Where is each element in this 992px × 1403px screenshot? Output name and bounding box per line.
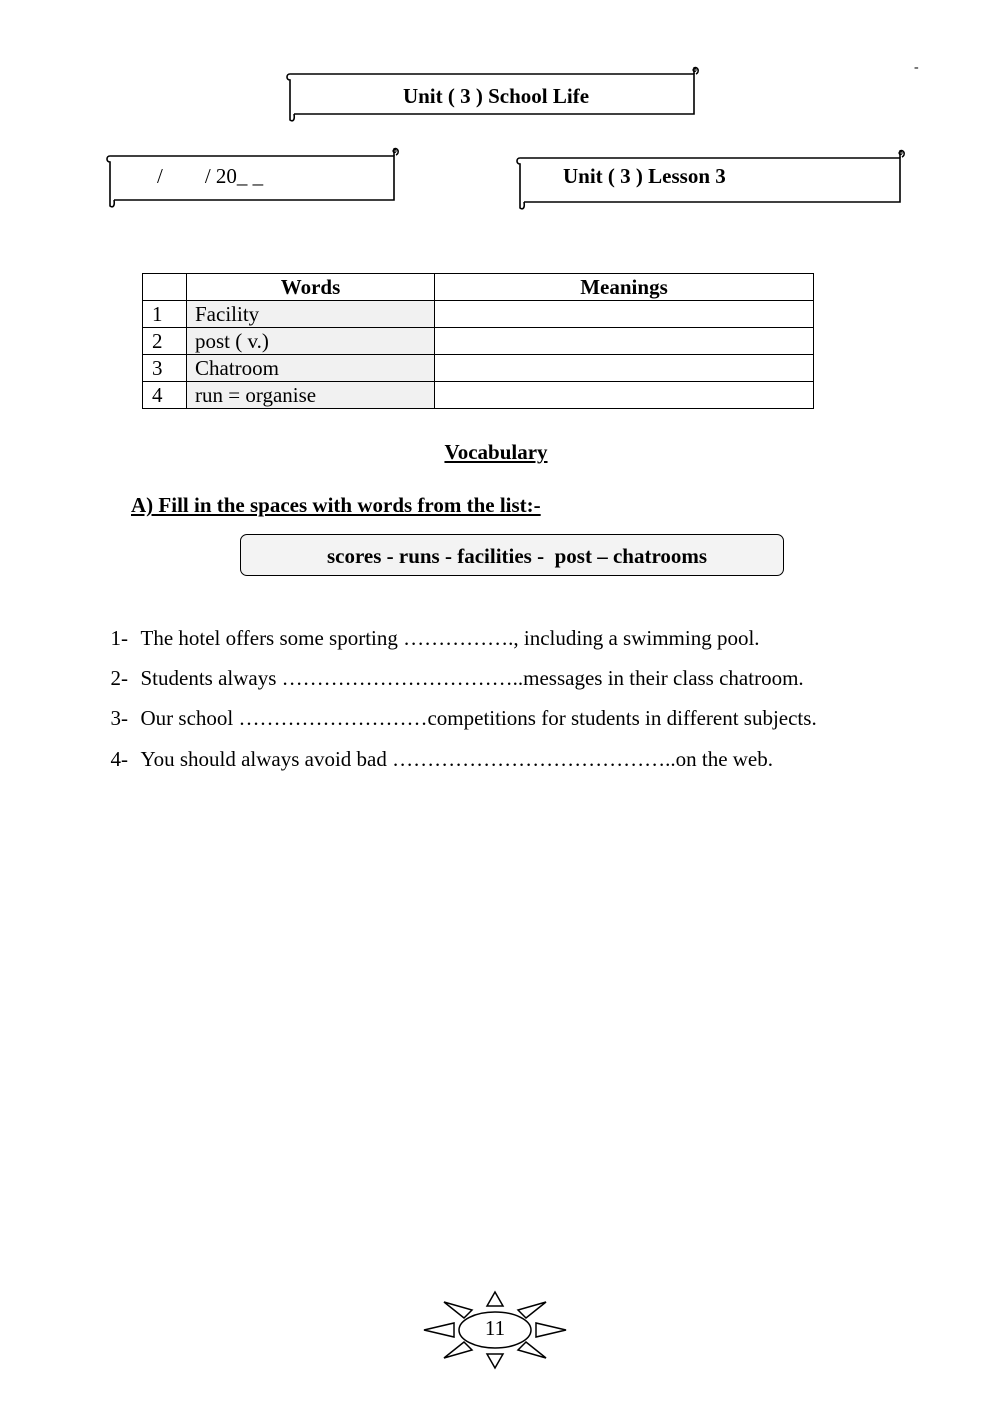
row-number: 1 <box>143 301 187 328</box>
table-header-row <box>143 274 814 301</box>
word-list-box: scores - runs - facilities - post – chatrooms <box>240 534 784 576</box>
header-meanings: Meanings <box>435 274 814 301</box>
table-row <box>143 301 814 328</box>
row-word: Chatroom <box>187 355 435 382</box>
row-word: post ( v.) <box>187 328 435 355</box>
table-row <box>143 355 814 382</box>
vocab-table <box>142 273 814 409</box>
lesson-title: Unit ( 3 ) Lesson 3 <box>563 164 726 188</box>
header-num <box>143 274 187 301</box>
sentence-item <box>100 722 773 772</box>
row-meaning[interactable] <box>435 355 814 382</box>
page-number: 11 <box>484 1316 506 1340</box>
table-row <box>143 382 814 409</box>
row-meaning[interactable] <box>435 382 814 409</box>
date-field: / / 20_ _ <box>157 164 264 188</box>
sentence-number: 1- <box>110 626 128 650</box>
sentence-text: Students always ……………………………..messages in their class chatroom. <box>140 666 804 690</box>
row-word: Facility <box>187 301 435 328</box>
exercise-instruction: A) Fill in the spaces with words from the list:- <box>131 493 541 517</box>
unit-title: Unit ( 3 ) School Life <box>402 84 590 108</box>
row-number: 4 <box>143 382 187 409</box>
header-words: Words <box>187 274 435 301</box>
sentence-number: 2- <box>110 666 128 690</box>
row-number: 2 <box>143 328 187 355</box>
row-number: 3 <box>143 355 187 382</box>
sentence-number: 4- <box>110 747 128 771</box>
row-meaning[interactable] <box>435 328 814 355</box>
table-row <box>143 328 814 355</box>
section-title: Vocabulary <box>444 440 548 464</box>
sentence-text: Our school ………………………competitions for students in different subjects. <box>140 706 817 730</box>
sentence-number: 3- <box>110 706 128 730</box>
sentence-text: You should always avoid bad …………………………………..on the web. <box>140 747 774 771</box>
sentence-text: The hotel offers some sporting ……………., including a swimming pool. <box>140 626 760 650</box>
row-word: run = organise <box>187 382 435 409</box>
row-meaning[interactable] <box>435 301 814 328</box>
corner-mark: - <box>914 60 919 75</box>
